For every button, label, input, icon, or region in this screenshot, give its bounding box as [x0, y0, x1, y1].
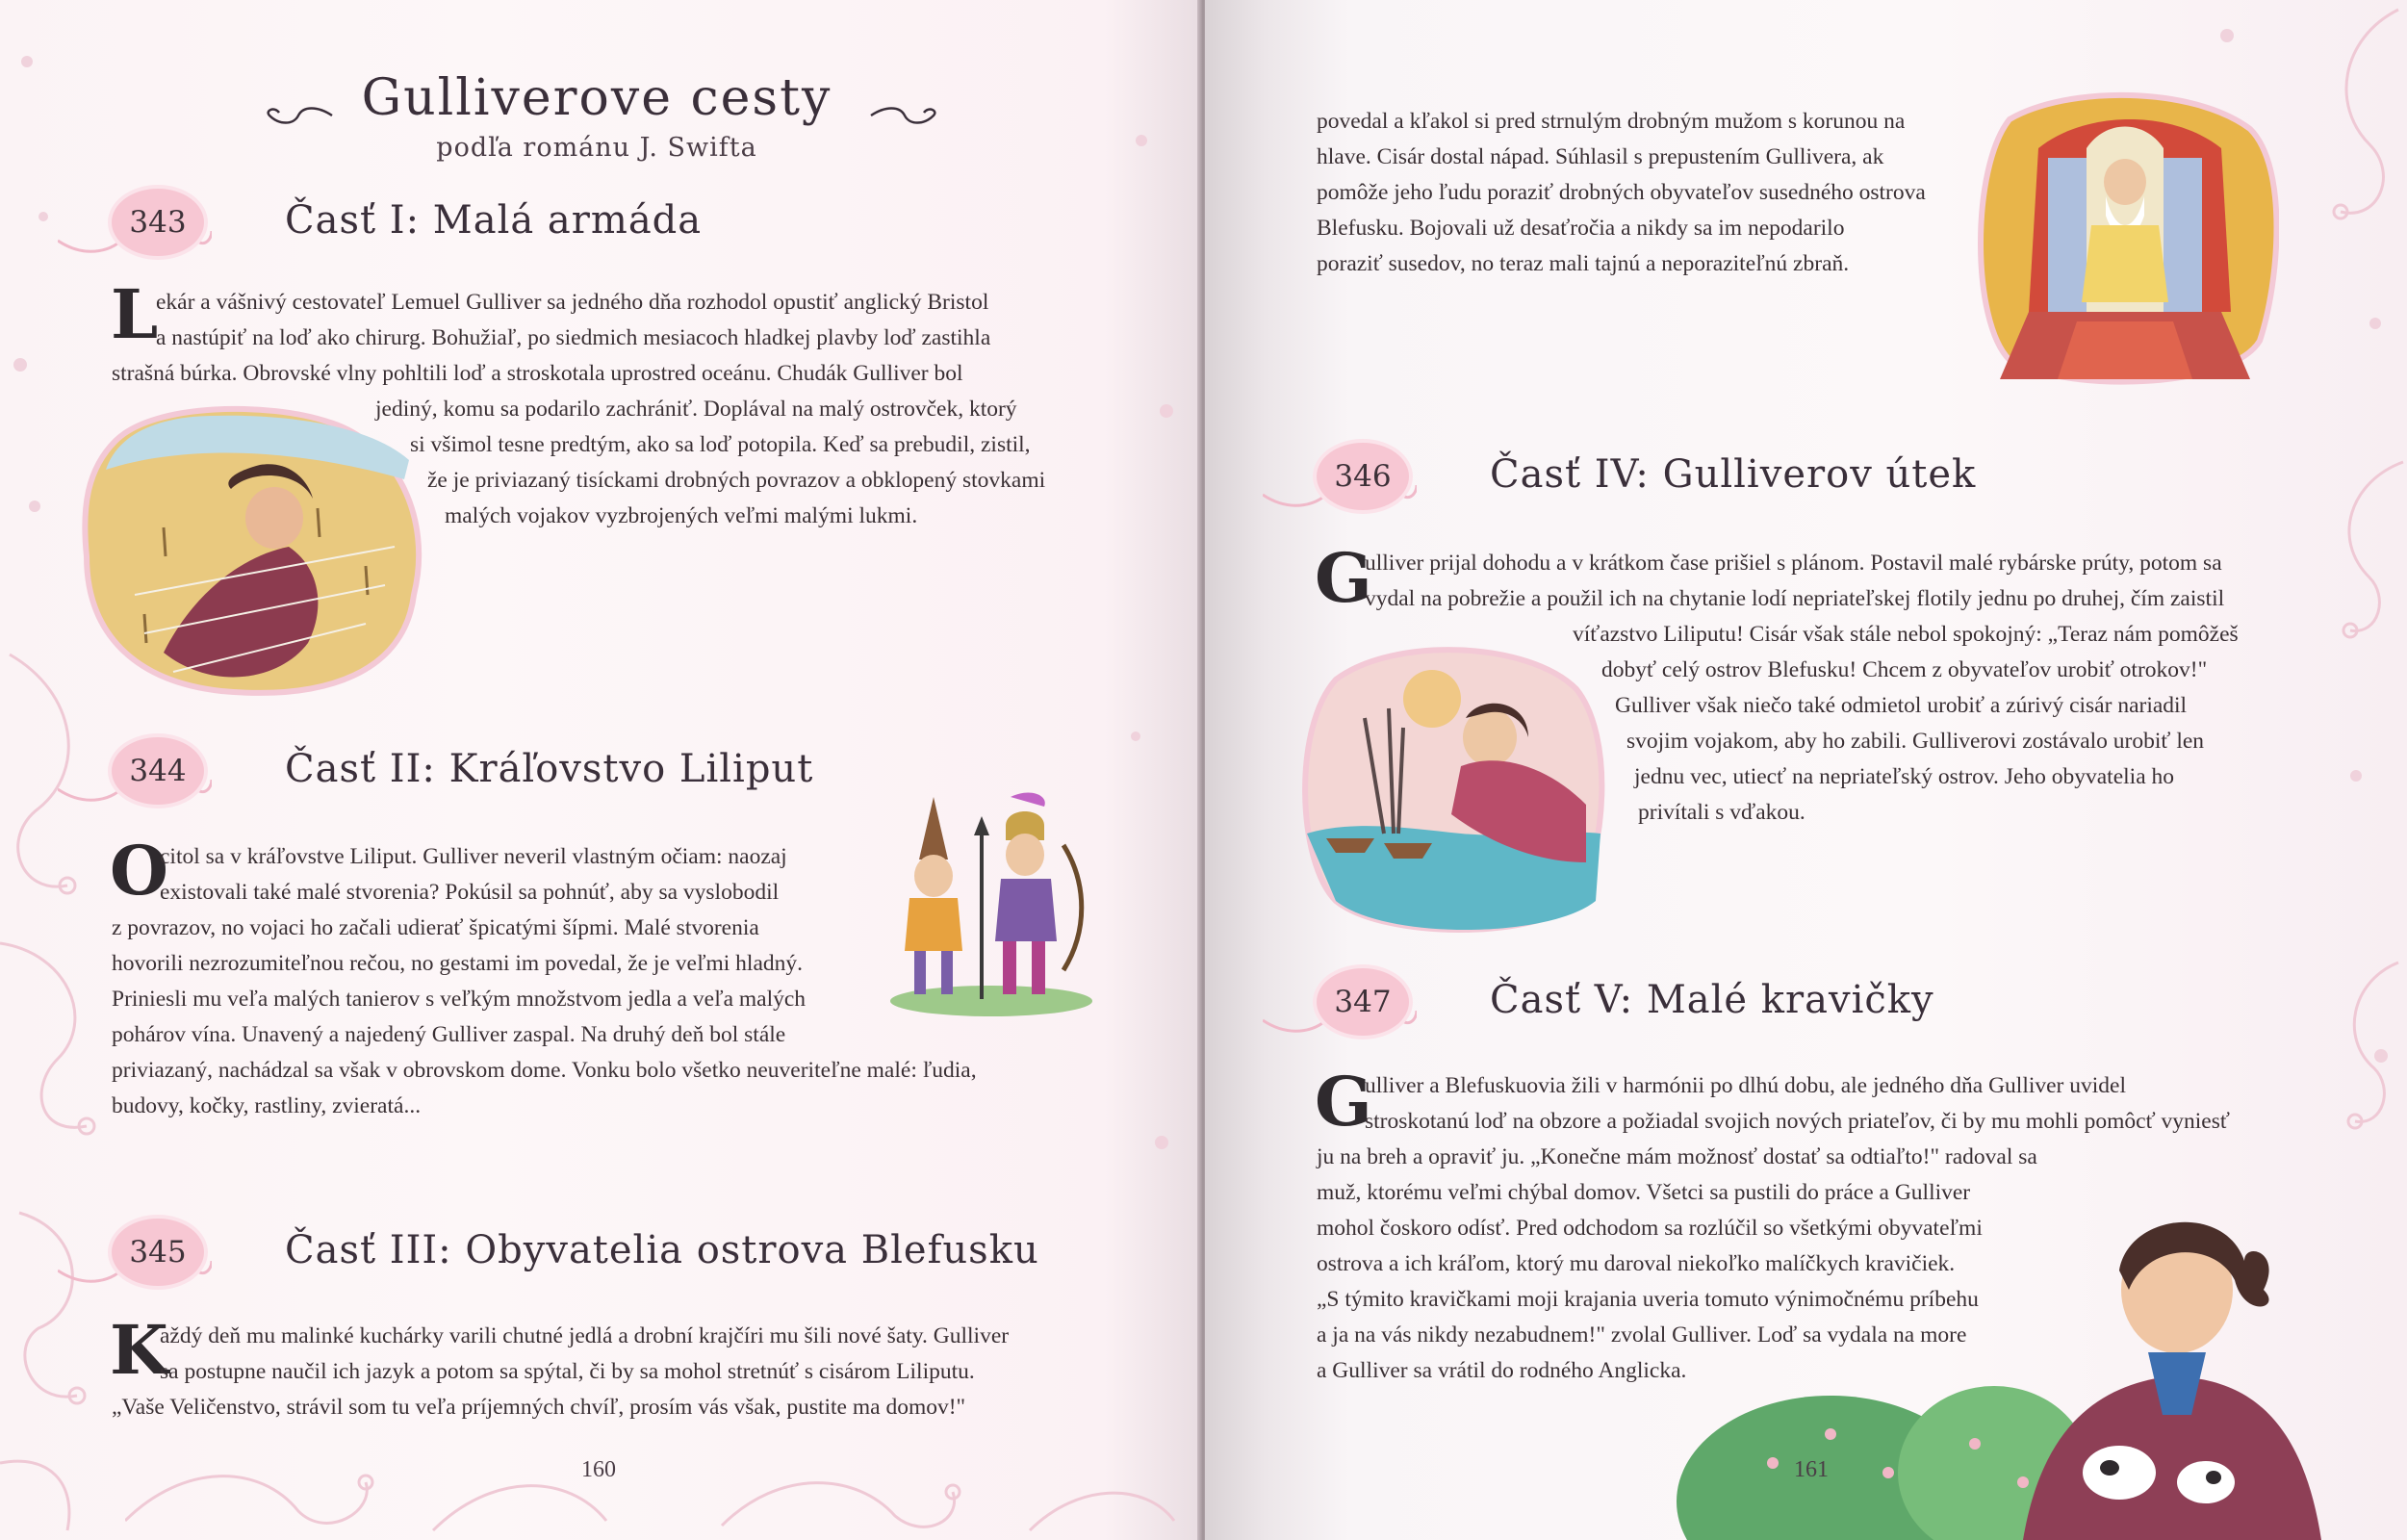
decor-dot: [1155, 1136, 1168, 1149]
decor-dot: [21, 56, 33, 67]
text-line: „S týmito kravičkami moji krajania uveria tomuto výnimočnému príbehu: [1317, 1287, 1979, 1312]
text-line: dobyť celý ostrov Blefusku! Chcem z obyvateľov urobiť otrokov!": [1601, 657, 2208, 682]
text-line: Blefusku. Bojovali už desaťročia a nikdy sa im nepodarilo: [1317, 216, 1845, 241]
text-line: malých vojakov vyzbrojených veľmi malými lukmi.: [445, 503, 918, 528]
text-line: ekár a vášnivý cestovateľ Lemuel Gulliver sa jedného dňa rozhodol opustiť anglický Bristol: [156, 290, 989, 315]
text-line: ostrova a ich kráľom, ktorý mu daroval niekoľko malíčkych kravičiek.: [1317, 1251, 1956, 1276]
decor-dot: [1131, 732, 1140, 741]
drop-cap: G: [1315, 538, 1372, 618]
drop-cap: K: [110, 1310, 168, 1390]
title-block: [231, 69, 962, 163]
decor-dot: [38, 212, 48, 221]
text-line: hovorili nezrozumiteľnou rečou, no gestami im povedal, že je veľmi hladný.: [112, 951, 804, 976]
text-line: z povrazov, no vojaci ho začali udierať špicatými šípmi. Malé stvorenia: [112, 915, 759, 940]
decor-dot: [2369, 318, 2381, 329]
text-line: priviazaný, nachádzal sa však v obrovskom dome. Vonku bolo všetko neuveriteľne malé: ľudia,: [112, 1058, 977, 1083]
drop-cap: L: [111, 274, 159, 354]
section-title: Časť V: Malé kravičky: [1490, 978, 1934, 1022]
text-line: a ja na vás nikdy nezabudnem!" zvolal Gulliver. Loď sa vydala na more: [1317, 1322, 1967, 1348]
corner-flourish-icon: [2302, 0, 2407, 1251]
text-line: jednu vec, utiecť na nepriateľský ostrov. Jeho obyvatelia ho: [1634, 764, 2175, 789]
text-line: existovali také malé stvorenia? Pokúsil sa pohnúť, aby sa vyslobodil: [160, 880, 780, 905]
text-line: ju na breh a opraviť ju. „Konečne mám možnosť dostať sa odtiaľto!" radoval sa: [1317, 1144, 2037, 1169]
text-line: že je priviazaný tisíckami drobných povrazov a obklopený stovkami: [427, 468, 1046, 493]
bottom-flourish-icon: [125, 1434, 1184, 1540]
text-line: a nastúpiť na loď ako chirurg. Bohužiaľ, po siedmich mesiacoch hladkej plavby loď zastihla: [156, 325, 991, 350]
text-line: mohol čoskoro odísť. Pred odchodom sa rozlúčil so všetkými obyvateľmi: [1317, 1216, 1983, 1241]
text-line: vydal na pobrežie a použil ich na chytanie lodí nepriateľskej flotily jednu po druhej, čím zaistil: [1365, 586, 2225, 611]
drop-cap: O: [110, 831, 168, 911]
text-line: sa postupne naučil ich jazyk a potom sa spýtal, či by sa mohol stretnúť s cisárom Liliputu.: [160, 1359, 975, 1384]
page-number-right: 161: [1794, 1457, 1829, 1482]
text-line: ulliver a Blefuskuovia žili v harmónii po dlhú dobu, ale jedného dňa Gulliver uvidel: [1365, 1073, 2126, 1098]
text-line: jediný, komu sa podarilo zachrániť. Doplával na malý ostrovček, ktorý: [375, 397, 1017, 422]
text-line: si všimol tesne predtým, ako sa loď potopila. Keď sa prebudil, zistil,: [410, 432, 1031, 457]
section-number-badge: 347: [1317, 968, 1409, 1036]
text-line: pohárov vína. Unavený a najedený Gulliver zaspal. Na druhý deň bol stále: [112, 1022, 786, 1047]
book-subtitle: podľa románu J. Swifta: [436, 133, 757, 163]
text-line: pomôže jeho ľudu poraziť drobných obyvateľov susedného ostrova: [1317, 180, 1926, 205]
text-line: poraziť susedov, no teraz mali tajnú a neporaziteľnú zbraň.: [1317, 251, 1850, 276]
book-title: Gulliverove cesty: [361, 69, 832, 127]
section-title: Časť II: Kráľovstvo Liliput: [285, 747, 814, 791]
drop-cap: G: [1315, 1062, 1372, 1142]
text-line: svojim vojakom, aby ho zabili. Gulliverovi zostávalo urobiť len: [1626, 729, 2205, 754]
illustration-emperor-throne: [1971, 90, 2279, 389]
text-line: aždý deň mu malinké kuchárky varili chutné jedlá a drobní krajčíri mu šili nové šaty. Gulliver: [160, 1323, 1010, 1348]
decor-dot: [2220, 29, 2234, 42]
text-line: citol sa v kráľovstve Liliput. Gulliver neveril vlastným očiam: naozaj: [160, 844, 787, 869]
right-page: [1205, 0, 2407, 1540]
left-page: [0, 0, 1201, 1540]
illustration-gulliver-tied: [77, 402, 433, 701]
section-title: Časť I: Malá armáda: [285, 198, 703, 243]
page-number-left: 160: [581, 1457, 616, 1482]
section-head-346: [1263, 443, 2321, 520]
text-line: „Vaše Veličenstvo, strávil som tu veľa príjemných chvíľ, prosím vás však, pustite ma domov!": [112, 1395, 966, 1420]
decor-dot: [29, 500, 40, 512]
section-number-badge: 344: [112, 737, 204, 805]
decor-dot: [1136, 135, 1147, 146]
section-head-345: [58, 1219, 1116, 1296]
text-line: privítali s vďakou.: [1638, 800, 1805, 825]
text-line: budovy, kočky, rastliny, zvieratá...: [112, 1093, 422, 1118]
text-line: povedal a kľakol si pred strnulým drobným mužom s korunou na: [1317, 109, 1906, 134]
decor-dot: [2350, 770, 2362, 782]
text-line: muž, ktorému veľmi chýbal domov. Všetci sa pustili do práce a Gulliver: [1317, 1180, 1971, 1205]
illustration-liliput-soldiers: [885, 787, 1097, 1018]
decor-dot: [1160, 404, 1173, 418]
decor-dot: [2374, 1049, 2388, 1063]
section-number-badge: 343: [112, 189, 204, 256]
section-head-347: [1263, 968, 2321, 1045]
section-body-344: [110, 831, 977, 1124]
text-line: stroskotanú loď na obzore a požiadal svojich nových priateľov, či by mu mohli pomôcť vyniesť: [1365, 1109, 2230, 1134]
text-line: a Gulliver sa vrátil do rodného Anglicka.: [1317, 1358, 1687, 1383]
text-line: ulliver prijal dohodu a v krátkom čase prišiel s plánom. Postavil malé rybárske prúty, potom sa: [1365, 551, 2222, 576]
section-number-badge: 346: [1317, 443, 1409, 510]
text-line: strašná búrka. Obrovské vlny pohltili loď a stroskotala uprostred oceánu. Chudák Gulliver bol: [112, 361, 963, 386]
text-line: Gulliver však niečo také odmietol urobiť a zúrivý cisár nariadil: [1615, 693, 2188, 718]
illustration-gulliver-cows: [1667, 1184, 2331, 1540]
illustration-gulliver-ships: [1297, 641, 1605, 939]
section-number-badge: 345: [112, 1219, 204, 1286]
section-head-343: [58, 189, 1116, 266]
text-line: víťazstvo Liliputu! Cisár však stále nebol spokojný: „Teraz nám pomôžeš: [1573, 622, 2239, 647]
section-body-continuation: [1317, 104, 1926, 282]
decor-dot: [13, 358, 27, 372]
text-line: Priniesli mu veľa malých tanierov s veľkým množstvom jedla a veľa malých: [112, 987, 807, 1012]
section-body-345: [110, 1310, 1010, 1425]
text-line: hlave. Cisár dostal nápad. Súhlasil s prepustením Gullivera, ak: [1317, 144, 1884, 169]
section-title: Časť III: Obyvatelia ostrova Blefusku: [285, 1228, 1039, 1272]
section-title: Časť IV: Gulliverov útek: [1490, 452, 1977, 497]
